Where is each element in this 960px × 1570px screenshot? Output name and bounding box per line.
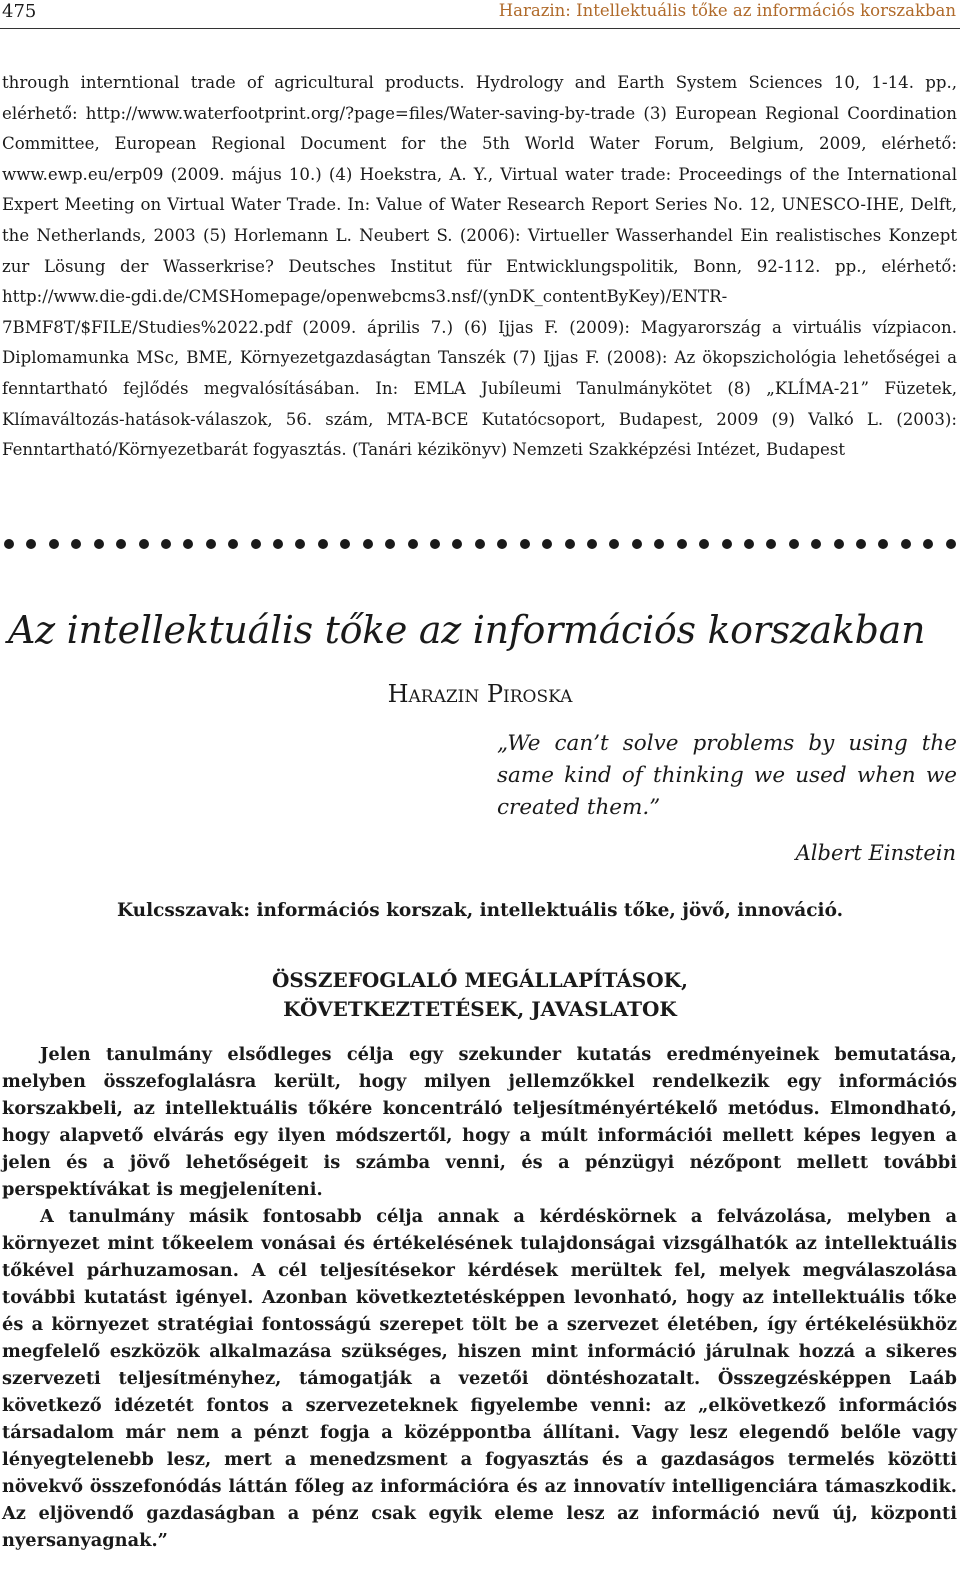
separator-dot: [587, 539, 597, 549]
references-continuation: [2, 68, 957, 466]
separator-dot: [26, 539, 36, 549]
separator-dot: [475, 539, 485, 549]
page-number: 475: [2, 1, 37, 22]
page-header: [0, 0, 960, 28]
separator-dot: [565, 539, 575, 549]
references-text: through interntional trade of agricultural products. Hydrology and Earth System Sciences 10, 1-14. pp., elérhető: http://www.waterfootprint.org/?page=files/Water-saving-by-trade (3) European Regional Coordination Committee, European Regional Document for the 5th World Water Forum, Belgium, 2009, elérhető: www.ewp.eu/erp09 (2009. május 10.) (4) Hoekstra, A. Y., Virtual water trade: Proceedings of the International Expert Meeting on Virtual Water Trade. In: Value of Water Research Report Series No. 12, UNESCO-IHE, Delft, the Netherlands, 2003 (5) Horlemann L. Neubert S. (2006): Virtueller Wasserhandel Ein realistisches Konzept zur Lösung der Wasserkrise? Deutsches Institut für Entwicklungspolitik, Bonn, 92-112. pp., elérhető: http://www.die-gdi.de/CMSHomepage/openwebcms3.nsf/(ynDK_contentByKey)/ENTR-7BMF8T/$FILE/Studies%2022.pdf (2009. április 7.) (6) Ijjas F. (2009): Magyarország a virtuális vízpiacon. Diplomamunka MSc, BME, Környezetgazdaságtan Tanszék (7) Ijjas F. (2008): Az ökopszichológia lehetőségei a fenntartható fejlődés megvalósításában. In: EMLA Jubíleumi Tanulmánykötet (8) „KLÍMA-21” Füzetek, Klímaváltozás-hatások-válaszok, 56. szám, MTA-BCE Kutatócsoport, Budapest, 2009 (9) Valkó L. (2003): Fenntartható/Környezetbarát fogyasztás. (Tanári kézikönyv) Nemzeti Szakképzési Intézet, Budapest: [2, 73, 957, 460]
article-title: Az intellektuális tőke az információs korszakban: [8, 608, 926, 652]
separator-dot: [766, 539, 776, 549]
separator-dot: [542, 539, 552, 549]
separator-dot: [4, 539, 14, 549]
article-author: Harazin Piroska: [387, 680, 573, 708]
section-heading-line1: ÖSSZEFOGLALÓ MEGÁLLAPÍTÁSOK,: [272, 968, 688, 992]
separator-dot: [408, 539, 418, 549]
separator-dot: [94, 539, 104, 549]
separator-dot: [251, 539, 261, 549]
separator-dot: [744, 539, 754, 549]
separator-dot: [273, 539, 283, 549]
separator-dot: [609, 539, 619, 549]
separator-dot: [497, 539, 507, 549]
separator-dot: [901, 539, 911, 549]
separator-dot: [183, 539, 193, 549]
separator-dot: [206, 539, 216, 549]
separator-dot: [856, 539, 866, 549]
separator-dot: [139, 539, 149, 549]
separator-dot: [430, 539, 440, 549]
section-heading-line2: KÖVETKEZTETÉSEK, JAVASLATOK: [283, 997, 677, 1021]
separator-dot: [834, 539, 844, 549]
separator-dot: [385, 539, 395, 549]
separator-dot: [161, 539, 171, 549]
separator-dot: [71, 539, 81, 549]
separator-dot: [340, 539, 350, 549]
separator-dot: [878, 539, 888, 549]
separator-dot: [946, 539, 956, 549]
separator-dot: [722, 539, 732, 549]
separator-dot: [228, 539, 238, 549]
separator-dot: [116, 539, 126, 549]
separator-dot: [632, 539, 642, 549]
keywords: Kulcsszavak: információs korszak, intellektuális tőke, jövő, innováció.: [116, 900, 844, 921]
separator-dot: [49, 539, 59, 549]
separator-dot: [654, 539, 664, 549]
separator-dot: [789, 539, 799, 549]
section-separator-dots: [4, 534, 956, 554]
abstract-paragraph-1: Jelen tanulmány elsődleges célja egy szekunder kutatás eredményeinek bemutatása, melyben összefoglalásra került, hogy milyen jellemzőkkel rendelkezik egy információs korszakbeli, az intellektuális tőkére koncentráló teljesítményértékelő metódus. Elmondható, hogy alapvető elvárás egy ilyen módszertől, hogy a múlt információi mellett képes legyen a jelen és a jövő lehetőségeit is számba venni, és a pénzügyi nézőpont mellett további perspektívákat is megjeleníteni.: [2, 1044, 957, 1200]
section-heading: [0, 966, 960, 1024]
separator-dot: [452, 539, 462, 549]
separator-dot: [677, 539, 687, 549]
epigraph-quote: „We can’t solve problems by using the same kind of thinking we used when we created them.”: [497, 731, 957, 820]
separator-dot: [363, 539, 373, 549]
epigraph-author: Albert Einstein: [795, 841, 956, 865]
abstract-paragraph-2: A tanulmány másik fontosabb célja annak a kérdéskörnek a felvázolása, melyben a környezet mint tőkeelem vonásai és értékelésének tulajdonságai vizsgálhatók az intellektuális tőkével párhuzamosan. A cél teljesítésekor kérdések merültek fel, melyek megválaszolása további kutatást igényel. Azonban következtetésképpen levonható, hogy az intellektuális tőke és a környezet stratégiai fontosságú szerepet tölt be a szervezet életében, így értékelésükhöz megfelelő eszközök alkalmazása szükséges, hiszen mint információ járulnak hozzá a sikeres szervezeti teljesítményhez, támogatják a vezetői döntéshozatalt. Összegzésképpen Laáb következő idézetét fontos a szervezeteknek figyelembe venni: az „elkövetkező információs társadalom már nem a pénzt fogja a középpontba állítani. Vagy lesz elegendő belőle vagy lényegtelenebb lesz, mert a menedzsment a fogyasztás és a gazdaságos termelés közötti növekvő összefonódás láttán főleg az információra és az innovatív intelligenciára támaszkodik. Az eljövendő gazdaságban a pénz csak egyik eleme lesz az információ nevű új, központi nyersanyagnak.”: [2, 1206, 957, 1551]
separator-dot: [699, 539, 709, 549]
separator-dot: [318, 539, 328, 549]
header-divider: [0, 28, 960, 29]
abstract-body: [2, 1041, 957, 1554]
separator-dot: [811, 539, 821, 549]
separator-dot: [520, 539, 530, 549]
running-head: Harazin: Intellektuális tőke az információs korszakban: [498, 1, 956, 20]
separator-dot: [295, 539, 305, 549]
separator-dot: [923, 539, 933, 549]
